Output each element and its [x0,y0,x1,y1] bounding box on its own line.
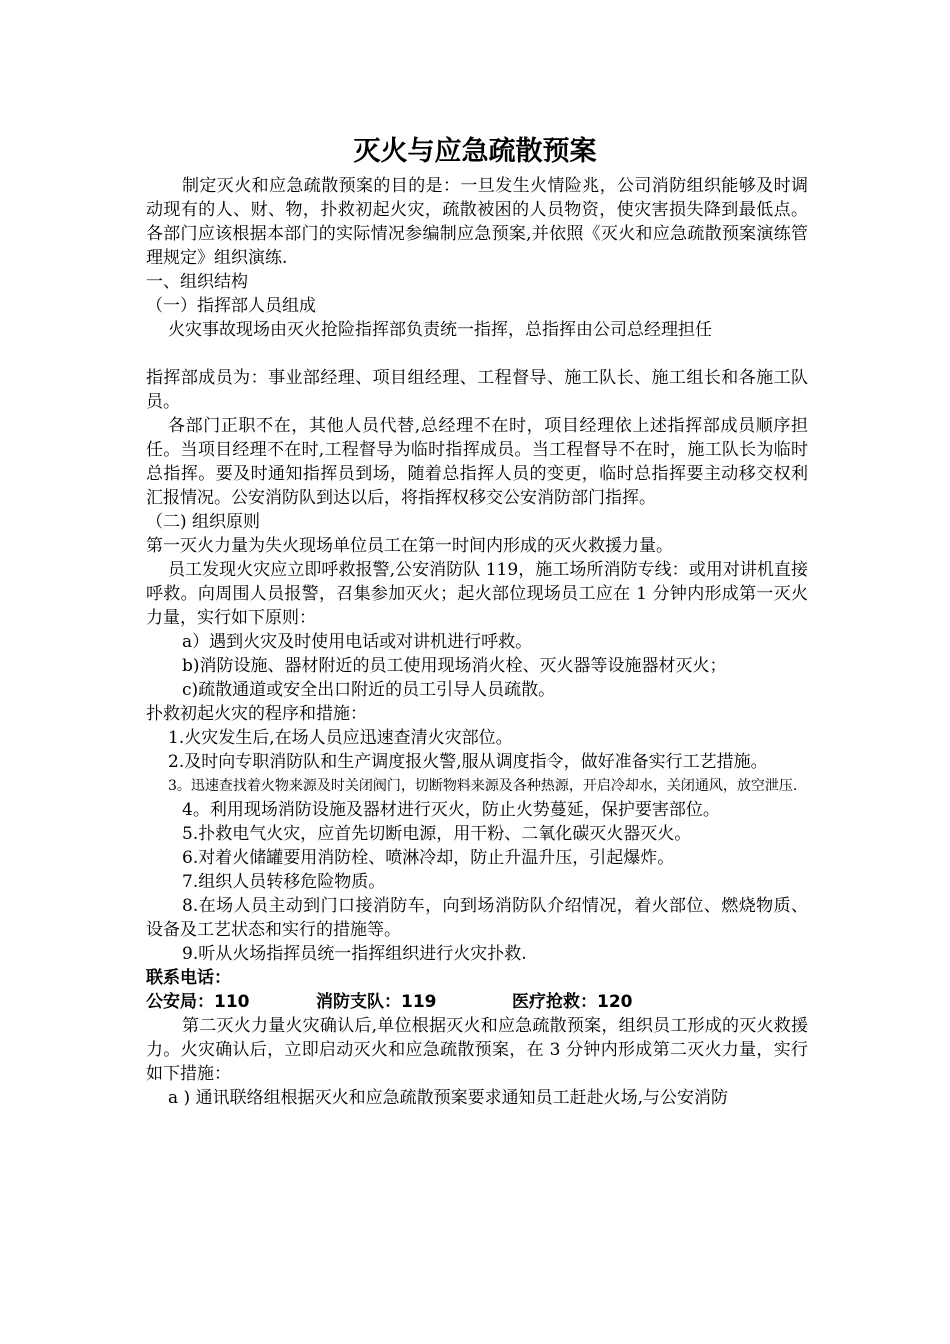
step-7: 7.组织人员转移危险物质。 [182,872,386,892]
step-8: 8.在场人员主动到门口接消防车，向到场消防队介绍情况，着火部位、燃烧物质、设备及工艺状态和实行的措施等。 [146,896,808,940]
contact-heading: 联系电话： [146,968,231,988]
alarm-paragraph: 员工发现火灾应立即呼救报警,公安消防队 119，施工场所消防专线：或用对讲机直接呼救。向周围人员报警，召集参加灭火；起火部位现场员工应在 1 分钟内形成第一灭火力量，实行如下原则： [146,560,808,628]
list-item-b: b)消防设施、器材附近的员工使用现场消火栓、灭火器等设施器材灭火； [182,656,727,676]
contact-fire: 消防支队：119 [316,992,437,1012]
step-6: 6.对着火储罐要用消防栓、喷淋冷却，防止升温升压，引起爆炸。 [182,848,675,868]
step-1: 1.火灾发生后,在场人员应迅速查清火灾部位。 [168,728,513,748]
step-3: 3。迅速查找着火物来源及时关闭阀门，切断物料来源及各种热源，开启冷却水，关闭通风，放空泄压. [168,778,798,794]
step-9: 9.听从火场指挥员统一指挥组织进行火灾扑救. [182,944,527,964]
step-4: 4。利用现场消防设施及器材进行灭火，防止火势蔓延，保护要害部位。 [182,800,720,820]
subsection-heading-principles: （二) 组织原则 [146,512,261,532]
section-heading-structure: 一、组织结构 [146,272,248,292]
list-item-a: a）遇到火灾及时使用电话或对讲机进行呼救。 [182,632,533,652]
contact-medical: 医疗抢救：120 [512,992,633,1012]
procedure-heading: 扑救初起火灾的程序和措施： [146,704,367,724]
contact-police: 公安局：110 [146,992,250,1012]
step-5: 5.扑救电气火灾，应首先切断电源，用干粉、二氧化碳灭火器灭火。 [182,824,692,844]
members-paragraph: 指挥部成员为：事业部经理、项目组经理、工程督导、施工队长、施工组长和各施工队员。 [146,368,808,412]
command-paragraph: 火灾事故现场由灭火抢险指挥部负责统一指挥，总指挥由公司总经理担任 [168,320,712,340]
blank-line [146,342,808,366]
subsection-heading-command: （一）指挥部人员组成 [146,296,316,316]
substitution-paragraph: 各部门正职不在，其他人员代替,总经理不在时，项目经理依上述指挥部成员顺序担任。当项目经理不在时,工程督导为临时指挥成员。当工程督导不在时，施工队长为临时总指挥。要及时通知指挥员到场，随着总指挥人员的变更，临时总指挥要主动移交权利汇报情况。公安消防队到达以后，将指挥权移交公安消防部门指挥。 [146,416,808,508]
document-title: 灭火与应急疏散预案 [353,136,597,167]
contact-numbers [146,990,808,1014]
communication-paragraph: a ) 通讯联络组根据灭火和应急疏散预案要求通知员工赶赴火场,与公安消防 [168,1088,728,1108]
document-body [146,174,808,1110]
second-force-paragraph: 第二灭火力量火灾确认后,单位根据灭火和应急疏散预案，组织员工形成的灭火救援力。火灾确认后，立即启动灭火和应急疏散预案，在 3 分钟内形成第二灭火力量，实行如下措施： [146,1016,808,1084]
list-item-c: c)疏散通道或安全出口附近的员工引导人员疏散。 [182,680,556,700]
step-2: 2.及时向专职消防队和生产调度报火警,服从调度指令，做好准备实行工艺措施。 [168,752,768,772]
first-force-paragraph: 第一灭火力量为失火现场单位员工在第一时间内形成的灭火救援力量。 [146,536,673,556]
intro-paragraph: 制定灭火和应急疏散预案的目的是：一旦发生火情险兆，公司消防组织能够及时调动现有的人、财、物，扑救初起火灾，疏散被困的人员物资，使灾害损失降到最低点。各部门应该根据本部门的实际情况参编制应急预案,并依照《灭火和应急疏散预案演练管理规定》组织演练. [146,176,808,268]
